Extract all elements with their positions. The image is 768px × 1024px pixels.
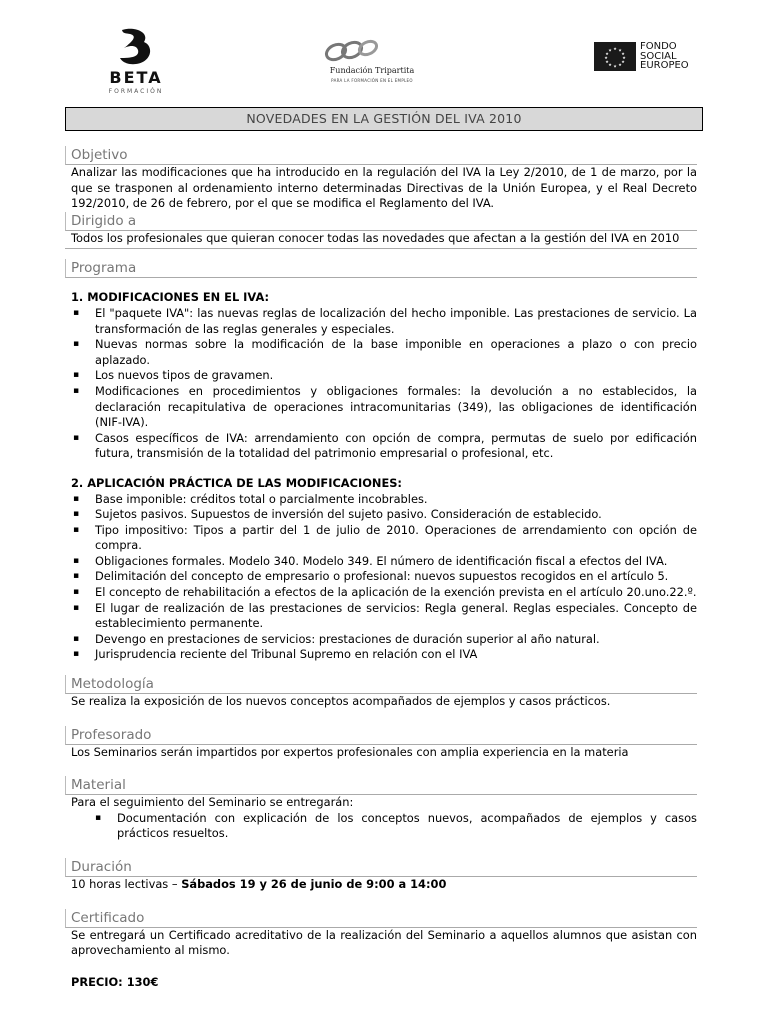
duracion-text bbox=[65, 877, 697, 893]
fse-logo-text bbox=[640, 42, 704, 71]
tripartita-logo-name: Fundación Tripartita bbox=[329, 66, 415, 75]
svg-text:★: ★ bbox=[618, 47, 622, 53]
objetivo-heading: Objetivo bbox=[65, 146, 697, 165]
profesorado-text: Los Seminarios serán impartidos por expertos profesionales con amplia experiencia en la materia bbox=[71, 744, 629, 759]
list-item: ▪ Obligaciones formales. Modelo 340. Modelo 349. El número de identificación fiscal a efectos del IVA. bbox=[95, 554, 697, 570]
svg-text:★: ★ bbox=[613, 46, 617, 51]
svg-text:★: ★ bbox=[621, 59, 625, 64]
certificado-heading: Certificado bbox=[65, 909, 697, 928]
list-item: ▪ Los nuevos tipos de gravamen. bbox=[95, 368, 697, 384]
programa-part1-title: 1. MODIFICACIONES EN EL IVA: bbox=[71, 290, 270, 305]
list-item: ▪ Devengo en prestaciones de servicios: prestaciones de duración superior al año natural. bbox=[95, 632, 697, 648]
svg-text:★: ★ bbox=[605, 51, 609, 56]
programa-heading: Programa bbox=[65, 259, 697, 278]
svg-text:★: ★ bbox=[608, 47, 612, 53]
metodologia-heading: Metodología bbox=[65, 675, 697, 694]
material-heading: Material bbox=[65, 776, 697, 795]
list-item: ▪ Delimitación del concepto de empresario o profesional: nuevos supuestos recogidos en el artículo 5. bbox=[95, 569, 697, 585]
eu-flag-icon bbox=[594, 42, 636, 71]
fse-line-1: FONDO bbox=[640, 41, 677, 52]
objetivo-text: Analizar las modificaciones que ha introducido en la regulación del IVA la Ley 2/2010, de 1 de marzo, por la que se trasponen al ordenamiento interno determinadas Directivas de la Unión Europea, y el Real Decreto 192/2010, de 26 de febrero, por el que se modifica el Reglamento del IVA. bbox=[71, 165, 697, 211]
document-body bbox=[65, 146, 697, 990]
list-item: ▪ Base imponible: créditos total o parcialmente incobrables. bbox=[95, 492, 697, 508]
fundacion-tripartita-logo bbox=[318, 38, 426, 90]
fse-line-3: EUROPEO bbox=[640, 60, 689, 71]
list-item: ▪ El lugar de realización de las prestaciones de servicios: Regla general. Reglas especiales. Concepto de establecimiento permanente. bbox=[95, 601, 697, 632]
list-item: ▪ Nuevas normas sobre la modificación de la base imponible en operaciones a plazo o con precio aplazado. bbox=[95, 337, 697, 368]
fondo-social-europeo-logo bbox=[594, 42, 704, 76]
tripartita-logo-subtitle: PARA LA FORMACIÓN EN EL EMPLEO bbox=[331, 78, 413, 83]
svg-text:★: ★ bbox=[604, 55, 608, 60]
certificado-text: Se entregará un Certificado acreditativo de la realización del Seminario a aquellos alumnos que asistan con aprovechamiento al mismo. bbox=[71, 927, 697, 958]
svg-text:★: ★ bbox=[621, 51, 625, 56]
list-item: ▪ El "paquete IVA": las nuevas reglas de localización del hecho imponible. Las prestaciones de servicio. La transformación de las reglas generales y especiales. bbox=[95, 306, 697, 337]
list-item: ▪ Tipo impositivo: Tipos a partir del 1 de julio de 2010. Operaciones de arrendamiento con opción de compra. bbox=[95, 523, 697, 554]
profesorado-heading: Profesorado bbox=[65, 726, 697, 745]
programa-part2-title: 2. APLICACIÓN PRÁCTICA DE LAS MODIFICACIONES: bbox=[71, 475, 402, 490]
dirigido-text: Todos los profesionales que quieran conocer todas las novedades que afectan a la gestión del IVA en 2010 bbox=[65, 231, 697, 250]
material-text: Para el seguimiento del Seminario se entregarán: bbox=[71, 795, 354, 810]
svg-text:★: ★ bbox=[622, 55, 626, 60]
list-item: ▪ Sujetos pasivos. Supuestos de inversión del sujeto pasivo. Consideración de establecido. bbox=[95, 507, 697, 523]
programa-part1-list bbox=[65, 306, 697, 462]
beta-logo-name: BETA bbox=[109, 68, 163, 87]
duracion-hours: 10 horas lectivas – bbox=[71, 877, 182, 891]
list-item: ▪ El concepto de rehabilitación a efectos de la aplicación de la exención prevista en el artículo 20.uno.22.º. bbox=[95, 585, 697, 601]
list-item: ▪ Modificaciones en procedimientos y obligaciones formales: la devolución a no establecidos, la declaración recapitulativa de operaciones intracomunitarias (349), las obligaciones de identificación (NIF-IVA). bbox=[95, 384, 697, 431]
beta-logo-mark bbox=[114, 28, 156, 66]
svg-text:★: ★ bbox=[605, 59, 609, 64]
metodologia-text: Se realiza la exposición de los nuevos conceptos acompañados de ejemplos y casos prácticos. bbox=[71, 694, 611, 709]
svg-text:★: ★ bbox=[618, 62, 622, 67]
beta-formacion-logo bbox=[104, 28, 168, 96]
duracion-schedule: Sábados 19 y 26 de junio de 9:00 a 14:00 bbox=[181, 877, 447, 891]
svg-text:★: ★ bbox=[608, 62, 612, 67]
fse-line-2: SOCIAL bbox=[640, 50, 677, 62]
beta-logo-subtitle: FORMACIÓN bbox=[108, 88, 164, 95]
svg-text:★: ★ bbox=[613, 63, 617, 69]
tripartita-logo-mark bbox=[322, 38, 382, 64]
list-item: ▪ Casos específicos de IVA: arrendamiento con opción de compra, permutas de suelo por edificación futura, transmisión de la totalidad del patrimonio empresarial o profesional, etc. bbox=[95, 431, 697, 462]
material-list bbox=[65, 811, 697, 842]
list-item: ▪ Jurisprudencia reciente del Tribunal Supremo en relación con el IVA bbox=[95, 647, 697, 663]
programa-part2-list bbox=[65, 492, 697, 664]
list-item: ▪ Documentación con explicación de los conceptos nuevos, acompañados de ejemplos y casos prácticos resueltos. bbox=[117, 811, 697, 842]
logo-bar bbox=[0, 20, 768, 100]
precio-text: PRECIO: 130€ bbox=[71, 974, 159, 989]
duracion-heading: Duración bbox=[65, 858, 697, 877]
document-title: NOVEDADES EN LA GESTIÓN DEL IVA 2010 bbox=[65, 107, 703, 131]
dirigido-heading: Dirigido a bbox=[65, 212, 697, 231]
